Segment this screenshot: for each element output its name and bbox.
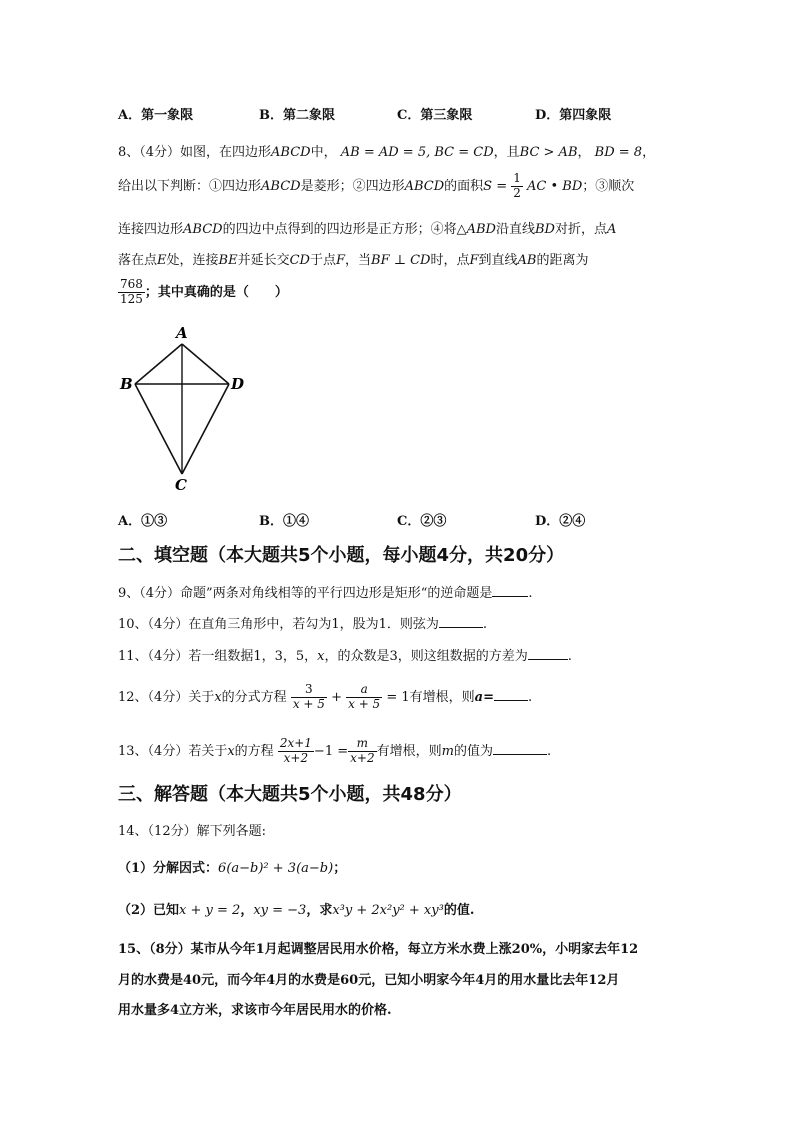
answer-blank[interactable] [494, 688, 528, 701]
label-c: C [175, 476, 187, 492]
q11: 11、（4分）若一组数据1，3，5，x，的众数是3，则这组数据的方差为 . [118, 649, 572, 664]
q14-part-1: （1）分解因式：6(a−b)² + 3(a−b)； [118, 861, 347, 876]
q8-math: AB [517, 253, 537, 268]
q15-line-3: 用水量多4立方米，求该市今年居民用水的价格. [118, 1003, 392, 1018]
q9-text: 9、（4分）命题”两条对角线相等的平行四边形是矩形“的逆命题是 [118, 586, 493, 601]
q8-math: AC • BD [527, 178, 583, 194]
edge-bc [135, 384, 182, 474]
answer-blank[interactable] [439, 615, 483, 628]
q8-math: S = [483, 178, 508, 194]
q8-text: ， [577, 145, 591, 160]
q8-text: 处，连接 [166, 253, 219, 268]
label-a: A [176, 324, 188, 342]
q8-text: 的距离为 [536, 253, 589, 268]
fraction-2x1-over-x2: $\frac{2x+1}{x+2}$ [279, 736, 312, 765]
q8-text: ；③顺次 [582, 178, 635, 194]
q8-math: BC > AB [519, 145, 578, 160]
fraction-a-over-x5: $\frac{a}{x + 5}$ [348, 682, 381, 711]
q8-text: 连接四边形 [118, 222, 184, 237]
q12-text: 的分式方程 [221, 689, 287, 705]
q8-math: ABCD [261, 178, 301, 194]
q15-line-2: 月的水费是40元，而今年4月的水费是60元，已知小明家今年4月的用水量比去年12月 [118, 973, 620, 988]
q13: 13、（4分）若关于x的方程 $\frac{2x+1}{x+2}$ −1 = $\frac{m}{x+2}$ 有增根，则m的值为 . [118, 736, 552, 765]
q8-option-d: D．②④ [535, 514, 586, 529]
q14-title: 14、（12分）解下列各题: [118, 824, 266, 839]
q10-text: 10、（4分）在直角三角形中，若勾为1，股为1．则弦为 [118, 617, 439, 632]
q13-text: 的方程 [234, 743, 274, 759]
q8-text: ，且 [493, 145, 520, 160]
q8-text: 时，点 [430, 253, 470, 268]
q8-text: 中， [310, 145, 337, 160]
q8-text: 沿直线 [495, 222, 535, 237]
q8-text: 的四边中点得到的四边形是正方形；④将 [222, 222, 457, 237]
q8-math: ABCD [271, 145, 311, 160]
q8-math: CD [289, 253, 310, 268]
q8-math: A [606, 222, 617, 237]
q8-option-a: A．①③ [118, 514, 168, 529]
q8-text: 并延长交 [237, 253, 290, 268]
edge-dc [182, 384, 229, 474]
q8-text: 对折，点 [554, 222, 607, 237]
q12-text: 有增根，则 [409, 689, 475, 705]
q8-math: AB = AD = 5, BC = CD [340, 145, 494, 160]
answer-blank[interactable] [492, 584, 528, 597]
q11-text: ，的众数是3，则这组数据的方差为 [324, 649, 528, 664]
edge-ab [135, 344, 182, 384]
q8-text: ；其中真确的是（ ） [144, 284, 288, 300]
q8-math: △ABD [456, 222, 496, 237]
q8-line-3 [118, 218, 616, 237]
half-fraction: $\frac{1}{2}$ [513, 171, 521, 200]
q8-math: E [157, 253, 167, 268]
q8-math: BF ⊥ CD [371, 253, 431, 268]
q8-text: ，当 [345, 253, 372, 268]
q8-text: 于点 [309, 253, 336, 268]
q8-line-1 [118, 141, 655, 160]
q8-option-c: C．②③ [397, 514, 447, 529]
q8-math: BD = 8 [594, 145, 643, 160]
q7-option-c: C．第三象限 [397, 108, 473, 123]
q13-text: 有增根，则 [376, 743, 442, 759]
q7-option-d: D．第四象限 [535, 108, 612, 123]
q12: 12、（4分）关于x的分式方程 $\frac{3}{x + 5}$ + $\frac{a}{x + 5}$ = 1有增根，则a= . [118, 682, 533, 711]
q8-math: F [469, 253, 479, 268]
q9: 9、（4分）命题”两条对角线相等的平行四边形是矩形“的逆命题是 . [118, 586, 533, 601]
fraction-3-over-x5: $\frac{3}{x + 5}$ [292, 682, 325, 711]
q8-line-4 [118, 249, 589, 268]
q8-math: BE [218, 253, 238, 268]
q15-line-1: 15、（8分）某市从今年1月起调整居民用水价格，每立方米水费上涨20%，小明家去年12 [118, 942, 639, 957]
q13-text: 13、（4分）若关于 [118, 743, 228, 759]
section-3-title: 三、解答题（本大题共5个小题，共48分） [118, 784, 462, 805]
answer-blank[interactable] [493, 742, 547, 755]
label-d: D [231, 375, 245, 393]
q8-text: ， [642, 145, 656, 160]
q8-text: 给出以下判断：①四边形 [118, 178, 262, 194]
q7-option-b: B．第二象限 [259, 108, 335, 123]
q8-option-b: B．①④ [259, 514, 309, 529]
answer-blank[interactable] [528, 647, 568, 660]
q8-math: ABCD [404, 178, 445, 194]
q8-math: BD [534, 222, 555, 237]
q8-text: 8、（4分）如图，在四边形 [118, 145, 272, 160]
q8-text: 是菱形；②四边形 [300, 178, 405, 194]
fraction-m-over-x2: $\frac{m}{x+2}$ [350, 736, 375, 765]
q7-option-a: A．第一象限 [118, 108, 194, 123]
edge-ad [182, 344, 229, 384]
q8-math: ABCD [183, 222, 223, 237]
q8-math: F [335, 253, 346, 268]
q8-text: 到直线 [478, 253, 518, 268]
kite-figure [118, 322, 248, 492]
q8-line-5 [118, 278, 288, 307]
q13-text: 的值为 [453, 743, 493, 759]
section-2-title: 二、填空题（本大题共5个小题，每小题4分，共20分） [118, 545, 565, 566]
q8-line-2 [118, 172, 634, 201]
q8-text: 落在点 [118, 253, 158, 268]
label-b: B [120, 375, 133, 393]
q14-part-2: （2）已知x + y = 2，xy = −3，求x³y + 2x²y² + xy³的值. [118, 903, 475, 918]
distance-fraction: $\frac{768}{125}$ [120, 277, 143, 306]
q11-text: 11、（4分）若一组数据1，3，5， [118, 649, 318, 664]
q10: 10、（4分）在直角三角形中，若勾为1，股为1．则弦为 . [118, 617, 487, 632]
q12-text: 12、（4分）关于 [118, 689, 215, 705]
q8-text: 的面积 [444, 178, 484, 194]
